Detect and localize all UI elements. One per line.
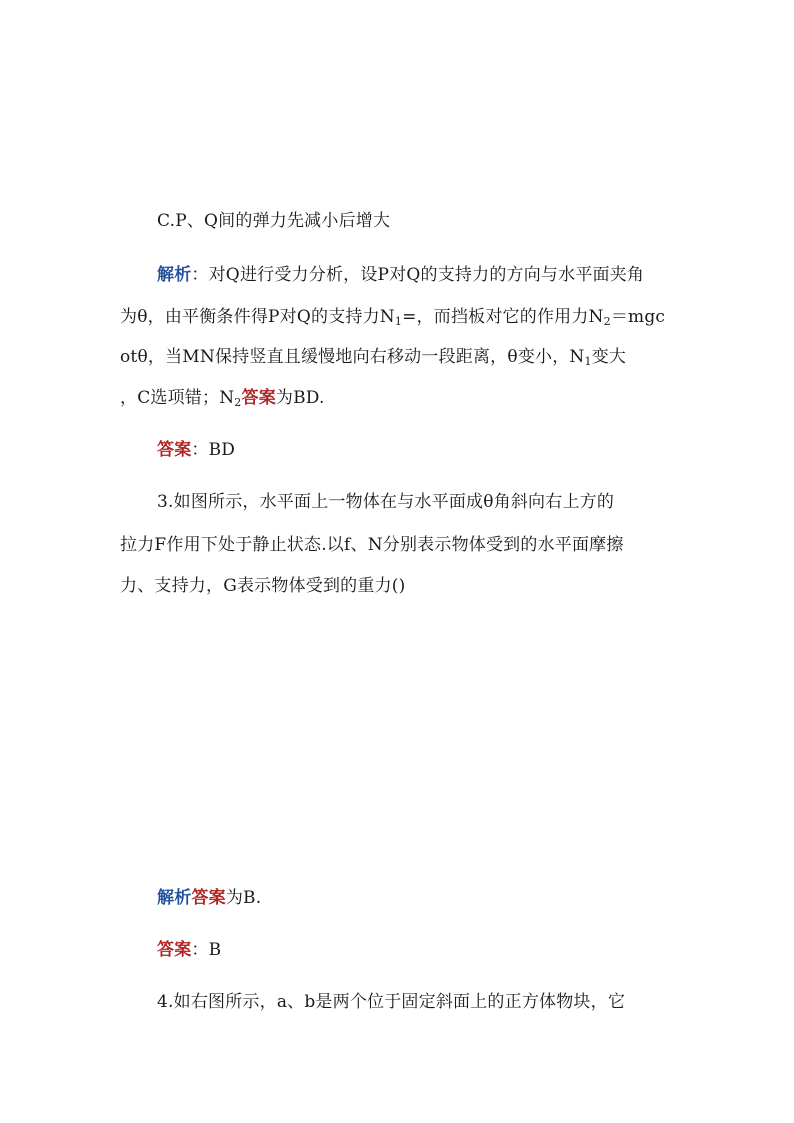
analysis-line-4 <box>120 386 325 410</box>
analysis-line-2 <box>120 305 665 329</box>
analysis-line-q3 <box>157 886 261 910</box>
analysis-text: ：对Q进行受力分析，设P对Q的支持力的方向与水平面夹角 <box>191 265 645 285</box>
analysis-text: otθ，当MN保持竖直且缓慢地向右移动一段距离，θ变小，N <box>120 347 585 367</box>
analysis-text: 为BD. <box>275 388 325 408</box>
analysis-text: 变大 <box>591 347 627 367</box>
answer-line-2 <box>157 938 221 962</box>
subscript: 2 <box>603 315 611 328</box>
answer-value: ：BD <box>191 440 236 460</box>
option-c-text: C.P、Q间的弹力先减小后增大 <box>157 211 391 231</box>
question-text: 拉力F作用下处于静止状态.以f、N分别表示物体受到的水平面摩擦 <box>120 535 624 555</box>
question-3-line-3 <box>120 574 405 598</box>
question-text: 3.如图所示，水平面上一物体在与水平面成θ角斜向右上方的 <box>157 492 615 512</box>
analysis-text: ，C选项错；N <box>120 388 235 408</box>
question-3-line-2 <box>120 533 624 557</box>
answer-line-1 <box>157 438 235 462</box>
option-c-line <box>157 209 390 233</box>
analysis-text: 为B. <box>225 888 262 908</box>
question-3-line-1 <box>157 490 614 514</box>
analysis-label: 解析 <box>157 265 192 285</box>
answer-label-inline: 答案 <box>241 388 276 408</box>
analysis-label: 解析 <box>157 888 192 908</box>
analysis-text: 为θ，由平衡条件得P对Q的支持力N <box>120 307 395 327</box>
question-text: 4.如右图所示，a、b是两个位于固定斜面上的正方体物块，它 <box>157 992 626 1012</box>
answer-label: 答案 <box>157 440 192 460</box>
subscript: 1 <box>584 355 592 368</box>
analysis-line-1 <box>157 263 644 287</box>
analysis-text: ＝mgc <box>610 307 666 327</box>
question-text: 力、支持力，G表示物体受到的重力() <box>120 576 406 596</box>
question-4-line-1 <box>157 990 625 1014</box>
answer-value: ：B <box>191 940 222 960</box>
answer-label: 答案 <box>157 940 192 960</box>
analysis-text: =，而挡板对它的作用力N <box>402 307 604 327</box>
answer-label-inline: 答案 <box>191 888 226 908</box>
subscript: 2 <box>234 396 242 409</box>
analysis-line-3 <box>120 345 626 369</box>
subscript: 1 <box>394 315 403 328</box>
